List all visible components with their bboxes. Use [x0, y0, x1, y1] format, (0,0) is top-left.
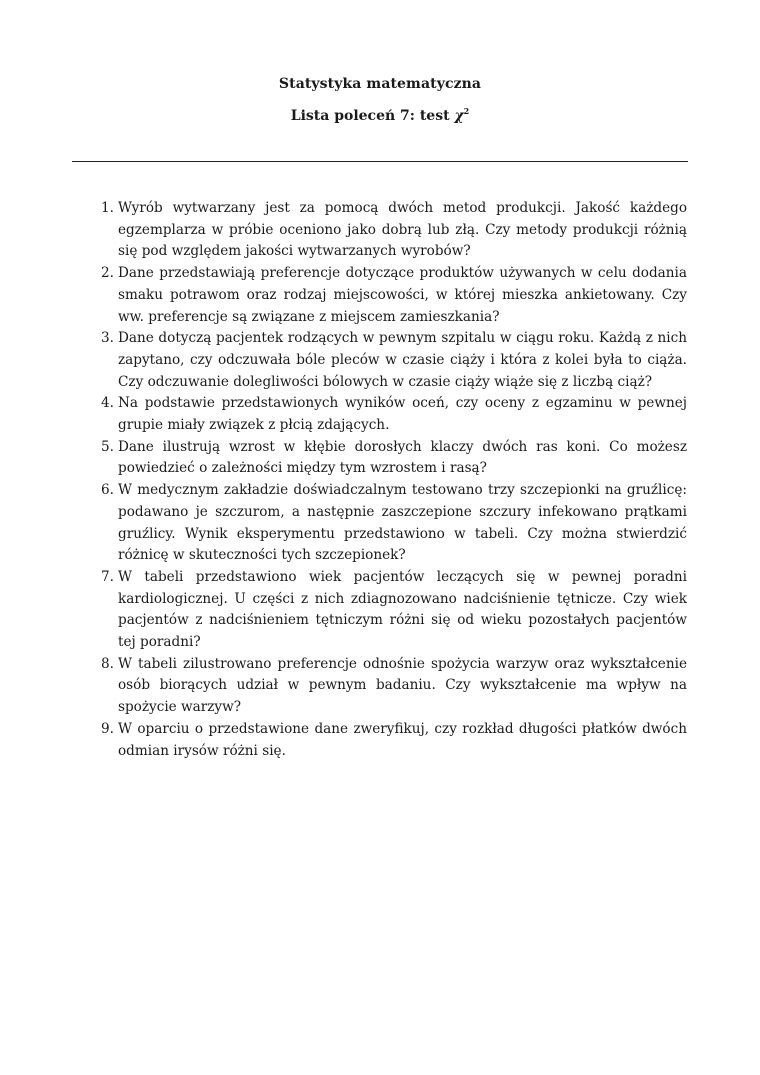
task-item-1	[101, 198, 687, 263]
task-text: Dane przedstawiają preferencje dotyczące produktów używanych w celu dodania smaku potrawom oraz rodzaj miejscowości, w której mieszka ankietowany. Czy ww. preferencje są związane z miejscem zamieszkania?	[118, 265, 687, 325]
task-text: W oparciu o przedstawione dane zweryfikuj, czy rozkład długości płatków dwóch odmian irysów różni się.	[118, 720, 687, 759]
task-text: Wyrób wytwarzany jest za pomocą dwóch metod produkcji. Jakość każdego egzemplarza w próbie oceniono jako dobrą lub złą. Czy metody produkcji różnią się pod względem jakości wytwarzanych wyrobów?	[118, 200, 687, 260]
document-subtitle	[0, 108, 760, 124]
task-text: Na podstawie przedstawionych wyników oceń, czy oceny z egzaminu w pewnej grupie miały związek z płcią zdających.	[118, 395, 687, 434]
task-item-5	[101, 437, 687, 480]
task-number: 6.	[101, 482, 114, 499]
task-list	[101, 198, 687, 762]
task-text: W medycznym zakładzie doświadczalnym testowano trzy szczepionki na gruźlicę: podawano je szczurom, a następnie zaszczepione szczury infekowano prątkami gruźlicy. Wynik eksperymentu przedstawiono w tabeli. Czy można stwierdzić różnicę w skuteczności tych szczepionek?	[118, 482, 687, 564]
task-text: W tabeli przedstawiono wiek pacjentów leczących się w pewnej poradni kardiologicznej. U części z nich zdiagnozowano nadciśnienie tętnicze. Czy wiek pacjentów z nadciśnieniem tętniczym różni się od wieku pozostałych pacjentów tej poradni?	[118, 568, 687, 651]
task-number: 5.	[101, 438, 114, 455]
chi-superscript: 2	[463, 106, 470, 116]
task-item-4	[101, 393, 687, 436]
task-text: Dane dotyczą pacjentek rodzących w pewnym szpitalu w ciągu roku. Każdą z nich zapytano, czy odczuwała bóle pleców w czasie ciąży i która z kolei była to ciąża. Czy odczuwanie dolegliwości bólowych w czasie ciąży wiąże się z liczbą ciąż?	[118, 330, 687, 390]
task-number: 7.	[101, 568, 114, 585]
task-number: 4.	[101, 395, 114, 412]
task-item-3	[101, 328, 687, 393]
task-item-2	[101, 263, 687, 328]
task-text: Dane ilustrują wzrost w kłębie dorosłych klaczy dwóch ras koni. Co możesz powiedzieć o zależności między tym wzrostem i rasą?	[118, 438, 687, 477]
task-number: 8.	[101, 655, 114, 672]
chi-symbol: χ	[454, 108, 464, 124]
task-number: 1.	[101, 200, 114, 216]
task-item-8	[101, 654, 687, 719]
task-text: W tabeli zilustrowano preferencje odnośnie spożycia warzyw oraz wykształcenie osób biorących udział w pewnym badaniu. Czy wykształcenie ma wpływ na spożycie warzyw?	[118, 655, 687, 716]
document-title: Statystyka matematyczna	[278, 76, 482, 92]
task-item-6	[101, 480, 687, 567]
task-number: 2.	[101, 265, 114, 282]
subtitle-text: Lista poleceń 7: test	[290, 108, 455, 124]
task-number: 3.	[101, 330, 114, 347]
task-item-7	[101, 567, 687, 654]
task-number: 9.	[101, 720, 114, 737]
horizontal-rule	[72, 161, 688, 162]
task-item-9	[101, 719, 687, 762]
